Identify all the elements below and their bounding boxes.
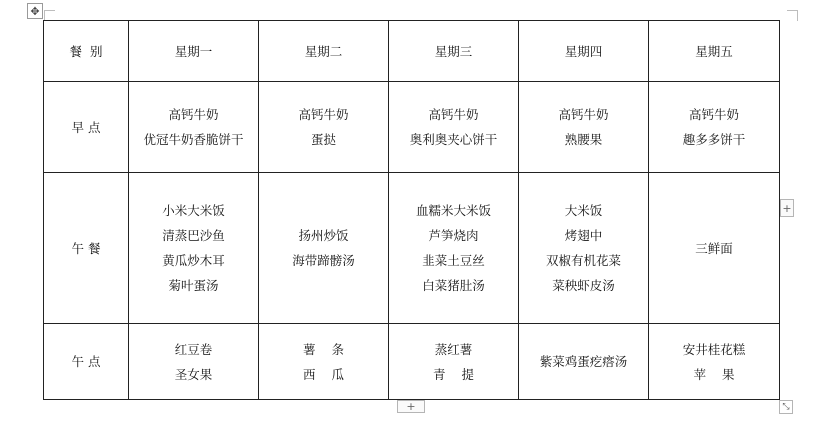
header-cell-thursday[interactable]: 星期四 (519, 21, 649, 82)
header-cell-friday[interactable]: 星期五 (649, 21, 780, 82)
menu-cell[interactable]: 血糯米大米饭 芦笋烧肉 韭菜土豆丝 白菜猪肚汤 (389, 173, 519, 324)
menu-cell[interactable]: 高钙牛奶 奥利奥夹心饼干 (389, 82, 519, 173)
table-row-afternoon-snack (44, 324, 780, 400)
row-label-lunch[interactable]: 午 餐 (44, 173, 129, 324)
menu-cell[interactable]: 高钙牛奶 优冠牛奶香脆饼干 (129, 82, 259, 173)
add-column-plus-icon[interactable]: + (780, 199, 794, 217)
header-cell-monday[interactable]: 星期一 (129, 21, 259, 82)
menu-cell[interactable]: 高钙牛奶 蛋挞 (259, 82, 389, 173)
menu-cell[interactable]: 小米大米饭 清蒸巴沙鱼 黄瓜炒木耳 菊叶蛋汤 (129, 173, 259, 324)
menu-cell[interactable]: 蒸红薯 青 提 (389, 324, 519, 400)
menu-cell[interactable]: 薯 条 西 瓜 (259, 324, 389, 400)
row-label-afternoon-snack[interactable]: 午 点 (44, 324, 129, 400)
table-resize-handle-icon[interactable]: ⤡ (779, 400, 793, 414)
weekly-menu-table (43, 20, 780, 400)
add-row-plus-icon[interactable]: + (397, 400, 425, 413)
header-row (44, 21, 780, 82)
menu-cell[interactable]: 高钙牛奶 熟腰果 (519, 82, 649, 173)
table-move-handle-icon[interactable]: ✥ (27, 3, 43, 19)
header-cell-meal-type[interactable]: 餐 别 (44, 21, 129, 82)
table-row-breakfast (44, 82, 780, 173)
menu-cell[interactable]: 安井桂花糕 苹 果 (649, 324, 780, 400)
row-label-breakfast[interactable]: 早 点 (44, 82, 129, 173)
header-cell-wednesday[interactable]: 星期三 (389, 21, 519, 82)
menu-cell[interactable]: 扬州炒饭 海带蹄髈汤 (259, 173, 389, 324)
header-cell-tuesday[interactable]: 星期二 (259, 21, 389, 82)
menu-cell[interactable]: 大米饭 烤翅中 双椒有机花菜 菜秧虾皮汤 (519, 173, 649, 324)
menu-cell[interactable]: 红豆卷 圣女果 (129, 324, 259, 400)
menu-cell[interactable]: 紫菜鸡蛋疙瘩汤 (519, 324, 649, 400)
table-row-lunch (44, 173, 780, 324)
page-corner-mark (787, 10, 798, 21)
menu-cell[interactable]: 三鲜面 (649, 173, 780, 324)
menu-cell[interactable]: 高钙牛奶 趣多多饼干 (649, 82, 780, 173)
